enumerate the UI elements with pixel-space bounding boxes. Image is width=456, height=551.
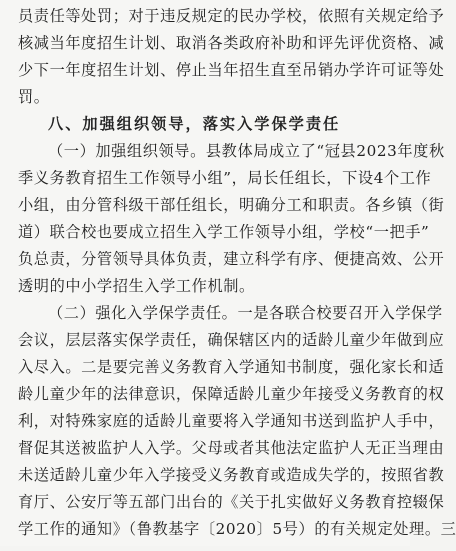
text-line: 入尽入。二是要完善义务教育入学通知书制度，强化家长和适 — [18, 358, 445, 376]
text-line: 小组，由分管科级干部任组长，明确分工和职责。各乡镇（街 — [18, 196, 445, 214]
paragraph-start: （一）加强组织领导。县教体局成立了“冠县2023年度秋 — [48, 142, 445, 160]
text-line: 员责任等处罚；对于违反规定的民办学校，依照有关规定给予 — [18, 7, 445, 25]
text-line: 负总责，分管领导具体负责，建立科学有序、便捷高效、公开 — [18, 250, 445, 268]
text-line: 透明的中小学招生入学工作机制。 — [18, 277, 255, 295]
paragraph-start: （二）强化入学保学责任。一是各联合校要召开入学保学 — [48, 304, 443, 322]
text-line: 会议，层层落实保学责任，确保辖区内的适龄儿童少年做到应 — [18, 331, 445, 349]
text-line: 核减当年度招生计划、取消各类政府补助和评先评优资格、减 — [18, 34, 445, 52]
text-line: 龄儿童少年的法律意识，保障适龄儿童少年接受义务教育的权 — [18, 385, 445, 403]
text-line: 少下一年度招生计划、停止当年招生直至吊销办学许可证等处 — [18, 61, 445, 79]
text-line: 罚。 — [18, 88, 50, 106]
text-line: 学工作的通知》（鲁教基字〔2020〕5号）的有关规定处理。三 — [18, 520, 456, 538]
text-line: 督促其送被监护人入学。父母或者其他法定监护人无正当理由 — [18, 439, 445, 457]
section-heading: 八、加强组织领导，落实入学保学责任 — [48, 115, 341, 133]
text-line: 道）联合校也要成立招生入学工作领导小组，学校“一把手” — [18, 223, 430, 241]
text-line: 未送适龄儿童少年入学接受义务教育或造成失学的，按照省教 — [18, 466, 445, 484]
text-line: 利，对特殊家庭的适龄儿童要将入学通知书送到监护人手中， — [18, 412, 445, 430]
text-line: 季义务教育招生工作领导小组”，局长任组长，下设4个工作 — [18, 169, 432, 187]
text-line: 育厅、公安厅等五部门出台的《关于扎实做好义务教育控辍保 — [18, 493, 445, 511]
